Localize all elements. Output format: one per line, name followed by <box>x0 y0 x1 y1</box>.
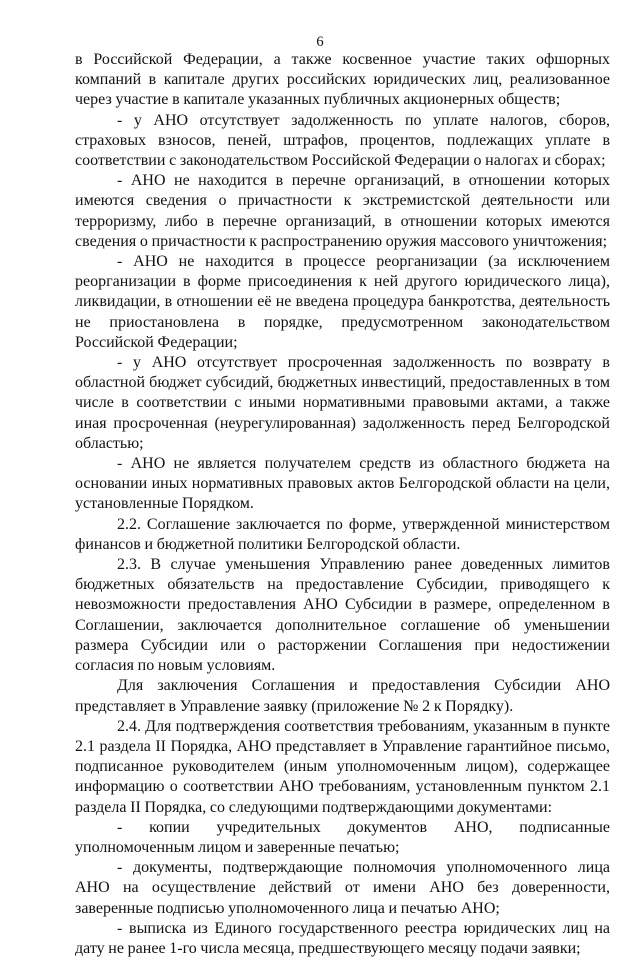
paragraph-no-overdue-debt: - у АНО отсутствует просроченная задолженность по возврату в областной бюджет субсидий, бюджетных инвестиций, предоставленных в том числе в соответствии с иными нормативными правовыми актами, а также иная просроченная (неурегулированная) задолженность перед Белгородской областью; <box>75 354 610 452</box>
paragraph-registry-extract: - выписка из Единого государственного реестра юридических лиц на дату не ранее 1-го числа месяца, предшествующего месяцу подачи заявки; <box>75 919 610 957</box>
paragraph-not-budget-recipient: - АНО не является получателем средств из областного бюджета на основании иных нормативных правовых актов Белгородской области на цели, установленные Порядком. <box>75 455 610 513</box>
paragraph-2-4: 2.4. Для подтверждения соответствия требованиям, указанным в пункте 2.1 раздела II Порядка, АНО представляет в Управление гарантийное письмо, подписанное руководителем (иным уполномоченным лицом), содержащее информацию о соответствии АНО требованиям, установленным пунктом 2.1 раздела II Порядка, со следующими подтверждающими документами: <box>75 717 610 816</box>
paragraph-founding-documents: - копии учредительных документов АНО, подписанные уполномоченным лицом и заверенные печатью; <box>75 818 610 856</box>
paragraph-not-in-reorganization: - АНО не находится в процессе реорганизации (за исключением реорганизации в форме присоединения к ней другого юридического лица), ликвидации, в отношении её не введена процедура банкротства, деятельность не приостановлена в порядке, предусмотренном законодательством Российской Федерации; <box>75 253 610 351</box>
paragraph-authority-documents: - документы, подтверждающие полномочия уполномоченного лица АНО на осуществление действий от имени АНО без доверенности, заверенные подписью уполномоченного лица и печатью АНО; <box>75 859 610 917</box>
paragraph-2-3: 2.3. В случае уменьшения Управлению ранее доведенных лимитов бюджетных обязательств на предоставление Субсидии, приводящего к невозможности предоставления АНО Субсидии в размере, определенном в Соглашении, заключается дополнительное соглашение об уменьшении размера Субсидии или о расторжении Соглашения при недостижении согласия по новым условиям. <box>75 556 610 675</box>
page-number: 6 <box>316 34 324 50</box>
paragraph-application: Для заключения Соглашения и предоставления Субсидии АНО представляет в Управление заявку (приложение № 2 к Порядку). <box>75 677 610 715</box>
paragraph-not-in-extremism-list: - АНО не находится в перечне организаций, в отношении которых имеются сведения о причастности к экстремистской деятельности или терроризму, либо в перечне организаций, в отношении которых имеются сведения о причастности к распространению оружия массового уничтожения; <box>75 172 610 250</box>
paragraph-no-tax-debt: - у АНО отсутствует задолженность по уплате налогов, сборов, страховых взносов, пеней, штрафов, процентов, подлежащих уплате в соответствии с законодательством Российской Федерации о налогах и сборах; <box>75 111 610 170</box>
document-body <box>75 50 610 959</box>
paragraph-continuation: в Российской Федерации, а также косвенное участие таких офшорных компаний в капитале других российских юридических лиц, реализованное через участие в капитале указанных публичных акционерных обществ; <box>75 51 610 109</box>
paragraph-2-2: 2.2. Соглашение заключается по форме, утвержденной министерством финансов и бюджетной политики Белгородской области. <box>75 515 610 553</box>
